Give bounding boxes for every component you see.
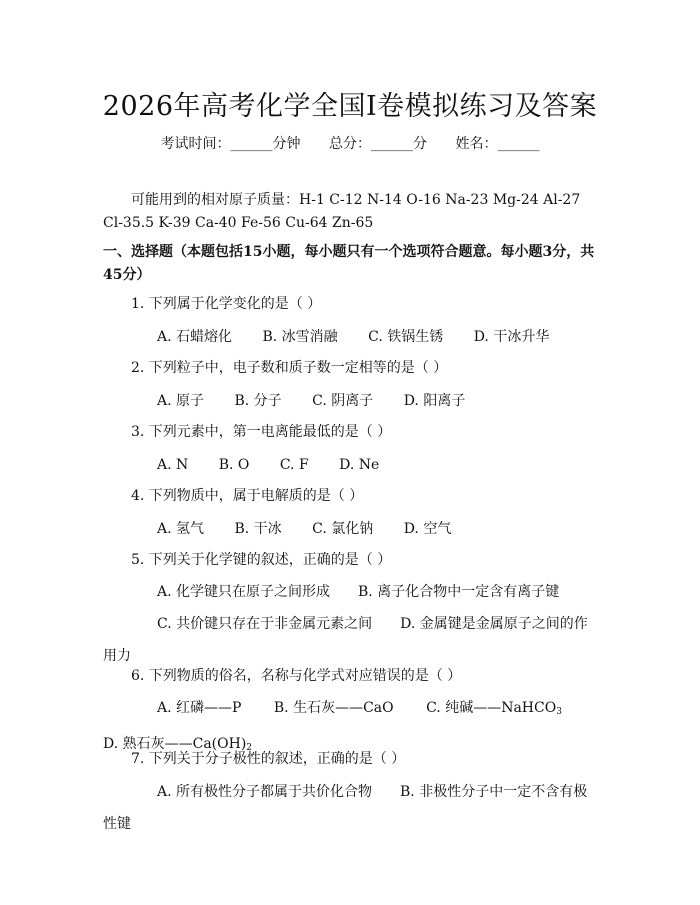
question-1-stem: 1. 下列属于化学变化的是（ ） xyxy=(131,296,322,312)
option-c xyxy=(426,700,562,716)
option-d: D. 空气 xyxy=(403,521,452,537)
question-2-options xyxy=(157,390,491,412)
option-a: A. 石蜡熔化 xyxy=(157,329,233,345)
option-c: C. 阴离子 xyxy=(312,393,374,409)
question-4-stem: 4. 下列物质中，属于电解质的是（ ） xyxy=(131,488,364,504)
exam-time-field: 考试时间：______分钟 xyxy=(160,136,301,152)
section-heading-line1: 一、选择题（本题包括15小题，每小题只有一个选项符合题意。每小题3分，共 xyxy=(103,244,595,260)
option-c: C. 铁锅生锈 xyxy=(368,329,444,345)
question-5-options-cd: C. 共价键只存在于非金属元素之间 D. 金属键是金属原子之间的作用力 xyxy=(103,616,588,664)
option-d: D. Ne xyxy=(339,457,380,473)
question-5-options-ab: A. 化学键只在原子之间形成 B. 离子化合物中一定含有离子键 xyxy=(157,584,560,600)
section-heading-line2: 45分） xyxy=(103,267,151,283)
question-1-options xyxy=(157,326,575,348)
section-heading xyxy=(103,241,600,287)
question-5-stem: 5. 下列关于化学键的叙述，正确的是（ ） xyxy=(131,552,392,568)
atomic-mass-line1: 可能用到的相对原子质量：H-1 C-12 N-14 O-16 Na-23 Mg-24 Al-27 Cl-35.5 xyxy=(103,192,581,231)
option-b: B. 干冰 xyxy=(234,521,282,537)
option-d-subscript: 2 xyxy=(246,743,253,753)
question-2-stem: 2. 下列粒子中，电子数和质子数一定相等的是（ ） xyxy=(131,360,448,376)
question-7-options: A. 所有极性分子都属于共价化合物 B. 非极性分子中一定不含有极性键 xyxy=(103,784,588,832)
total-score-field: 总分：______分 xyxy=(329,136,427,152)
option-a: A. 氢气 xyxy=(157,521,205,537)
option-a: A. 原子 xyxy=(157,393,205,409)
exam-info xyxy=(0,133,700,153)
question-3-options xyxy=(157,454,405,476)
option-d: D. 干冰升华 xyxy=(473,329,550,345)
option-d: D. 阳离子 xyxy=(403,393,466,409)
option-b: B. 冰雪消融 xyxy=(262,329,338,345)
option-c: C. 氯化钠 xyxy=(312,521,374,537)
option-a: A. N xyxy=(157,457,189,473)
option-a: A. 红磷——P xyxy=(157,700,242,716)
option-b: B. 生石灰——CaO xyxy=(273,700,394,716)
question-3-stem: 3. 下列元素中，第一电离能最低的是（ ） xyxy=(131,424,392,440)
atomic-mass-note xyxy=(103,189,600,235)
student-name-field: 姓名：______ xyxy=(455,136,540,152)
atomic-mass-line2: K-39 Ca-40 Fe-56 Cu-64 Zn-65 xyxy=(158,215,374,231)
exam-title: 2026年高考化学全国I卷模拟练习及答案 xyxy=(102,91,598,122)
option-b: B. 分子 xyxy=(234,393,282,409)
option-c: C. F xyxy=(279,457,309,473)
question-4-options xyxy=(157,518,477,540)
option-c-text: C. 纯碱——NaHCO xyxy=(426,700,557,716)
question-7-stem: 7. 下列关于分子极性的叙述，正确的是（ ） xyxy=(131,751,406,767)
option-c-subscript: 3 xyxy=(556,707,562,717)
option-b: B. O xyxy=(218,457,250,473)
option-d-text: D. 熟石灰——Ca(OH) xyxy=(103,736,247,752)
question-6-stem: 6. 下列物质的俗名，名称与化学式对应错误的是（ ） xyxy=(131,668,462,684)
